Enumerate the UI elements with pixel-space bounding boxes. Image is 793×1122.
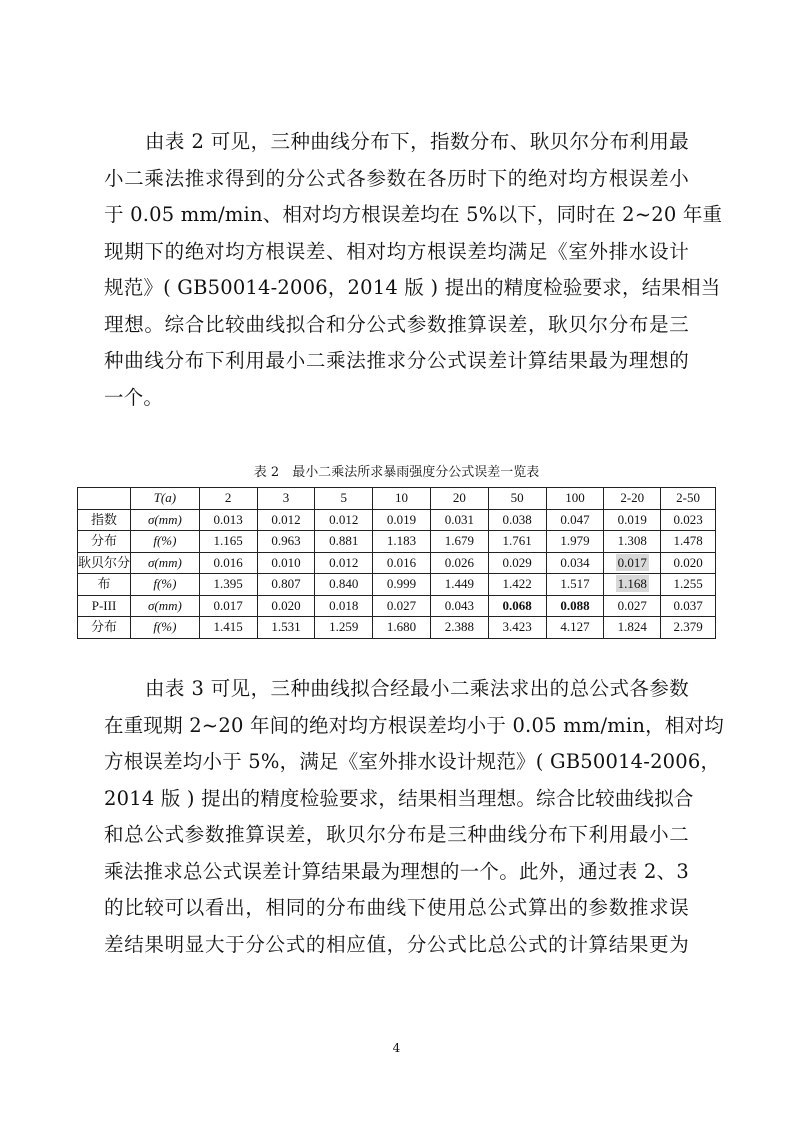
table-cell: 2.388 — [430, 617, 488, 639]
header-cell: 2 — [199, 488, 257, 510]
paragraph-1 — [104, 124, 723, 416]
table-cell: 0.010 — [257, 552, 315, 574]
highlight-mark: 0.017 — [617, 554, 647, 570]
table-cell: 1.517 — [546, 574, 604, 596]
table-cell: 1.422 — [488, 574, 546, 596]
table-cell: 0.016 — [373, 552, 431, 574]
table-cell-bold: 0.068 — [488, 595, 546, 617]
table-cell: 0.840 — [315, 574, 373, 596]
table-cell: 2.379 — [661, 617, 716, 639]
table-cell-highlighted — [604, 552, 661, 574]
table-cell: 1.531 — [257, 617, 315, 639]
text-line: 在重现期 2~20 年间的绝对均方根误差均小于 0.05 mm/min，相对均 — [104, 713, 724, 737]
text-line: 于 0.05 mm/min、相对均方根误差均在 5%以下，同时在 2~20 年重 — [104, 203, 723, 226]
table-cell: 0.023 — [661, 509, 716, 531]
group-label: 分布 — [78, 617, 131, 639]
group-label: P-III — [78, 595, 131, 617]
table-cell: 0.037 — [661, 595, 716, 617]
table-cell: 1.449 — [430, 574, 488, 596]
header-cell: 50 — [488, 488, 546, 510]
table-cell: 0.019 — [604, 509, 661, 531]
table-cell: 0.881 — [315, 531, 373, 553]
text-line: 方根误差均小于 5%，满足《室外排水设计规范》( GB50014-2006， — [104, 750, 721, 773]
highlight-mark: 1.168 — [617, 576, 647, 592]
text-line: 理想。综合比较曲线拟合和分公式参数推算误差，耿贝尔分布是三 — [104, 312, 689, 336]
table-cell: 0.034 — [546, 552, 604, 574]
table-cell: 0.013 — [199, 509, 257, 531]
table-cell: 0.026 — [430, 552, 488, 574]
text-line: 种曲线分布下利用最小二乘法推求分公式误差计算结果最为理想的 — [104, 349, 689, 372]
table-row — [78, 531, 716, 553]
text-line: 2014 版 ) 提出的精度检验要求，结果相当理想。综合比较曲线拟合 — [104, 786, 694, 810]
page-number: 4 — [392, 1041, 401, 1055]
header-cell: 5 — [315, 488, 373, 510]
table-cell: 1.165 — [199, 531, 257, 553]
error-table — [77, 487, 716, 639]
table-cell: 1.308 — [604, 531, 661, 553]
metric-label: σ(mm) — [131, 595, 200, 617]
table-cell: 0.807 — [257, 574, 315, 596]
table-cell: 1.761 — [488, 531, 546, 553]
table-cell: 0.029 — [488, 552, 546, 574]
group-label: 分布 — [78, 531, 131, 553]
table-row — [78, 552, 716, 574]
table-cell: 0.031 — [430, 509, 488, 531]
table-cell: 1.478 — [661, 531, 716, 553]
table-cell: 0.043 — [430, 595, 488, 617]
table-cell: 1.183 — [373, 531, 431, 553]
header-cell: 20 — [430, 488, 488, 510]
table-cell: 0.027 — [604, 595, 661, 617]
table-row — [78, 595, 716, 617]
table-cell: 1.415 — [199, 617, 257, 639]
table-cell: 0.012 — [315, 509, 373, 531]
text-line: 一个。 — [104, 385, 164, 409]
table-cell: 4.127 — [546, 617, 604, 639]
table-cell: 0.018 — [315, 595, 373, 617]
table-header-row — [78, 488, 716, 510]
text-line: 现期下的绝对均方根误差、相对均方根误差均满足《室外排水设计 — [104, 239, 689, 263]
metric-label: σ(mm) — [131, 509, 200, 531]
text-line: 乘法推求总公式误差计算结果最为理想的一个。此外，通过表 2、3 — [104, 859, 689, 883]
table-row — [78, 617, 716, 639]
table-caption: 表 2 最小二乘法所求暴雨强度分公式误差一览表 — [253, 465, 540, 480]
table-cell-bold: 0.088 — [546, 595, 604, 617]
text-line: 由表 3 可见，三种曲线拟合经最小二乘法求出的总公式各参数 — [145, 677, 689, 700]
table-cell: 0.047 — [546, 509, 604, 531]
metric-label: f(%) — [131, 574, 200, 596]
header-cell: T(a) — [131, 488, 200, 510]
table-cell: 0.020 — [257, 595, 315, 617]
table-cell: 3.423 — [488, 617, 546, 639]
group-label: 布 — [78, 574, 131, 596]
table-cell: 1.679 — [430, 531, 488, 553]
table-cell: 1.395 — [199, 574, 257, 596]
table-cell: 1.979 — [546, 531, 604, 553]
table-cell: 0.017 — [199, 595, 257, 617]
table-cell: 0.020 — [661, 552, 716, 574]
metric-label: f(%) — [131, 617, 200, 639]
metric-label: σ(mm) — [131, 552, 200, 574]
table-cell: 0.012 — [257, 509, 315, 531]
table-cell: 0.016 — [199, 552, 257, 574]
text-line: 差结果明显大于分公式的相应值，分公式比总公式的计算结果更为 — [104, 932, 689, 956]
header-cell: 100 — [546, 488, 604, 510]
table-cell: 0.012 — [315, 552, 373, 574]
group-label: 指数 — [78, 509, 131, 531]
table-cell: 1.259 — [315, 617, 373, 639]
table-cell: 0.999 — [373, 574, 431, 596]
header-cell: 3 — [257, 488, 315, 510]
text-line: 的比较可以看出，相同的分布曲线下使用总公式算出的参数推求误 — [104, 896, 689, 919]
table-cell-highlighted — [604, 574, 661, 596]
table-cell: 0.038 — [488, 509, 546, 531]
text-line: 小二乘法推求得到的分公式各参数在各历时下的绝对均方根误差小 — [104, 166, 689, 190]
header-cell — [78, 488, 131, 510]
header-cell: 2-20 — [604, 488, 661, 510]
metric-label: f(%) — [131, 531, 200, 553]
paragraph-2 — [104, 671, 724, 963]
table-cell: 0.027 — [373, 595, 431, 617]
header-cell: 10 — [373, 488, 431, 510]
text-line: 规范》( GB50014-2006，2014 版 ) 提出的精度检验要求，结果相当 — [104, 276, 721, 299]
text-line: 和总公式参数推算误差，耿贝尔分布是三种曲线分布下利用最小二 — [104, 823, 689, 846]
text-line: 由表 2 可见，三种曲线分布下，指数分布、耿贝尔分布利用最 — [145, 130, 689, 153]
table-cell: 1.824 — [604, 617, 661, 639]
header-cell: 2-50 — [661, 488, 716, 510]
table-cell: 1.680 — [373, 617, 431, 639]
table-row — [78, 509, 716, 531]
table-cell: 0.019 — [373, 509, 431, 531]
table-row — [78, 574, 716, 596]
table-cell: 0.963 — [257, 531, 315, 553]
group-label: 耿贝尔分 — [78, 552, 131, 574]
table-cell: 1.255 — [661, 574, 716, 596]
